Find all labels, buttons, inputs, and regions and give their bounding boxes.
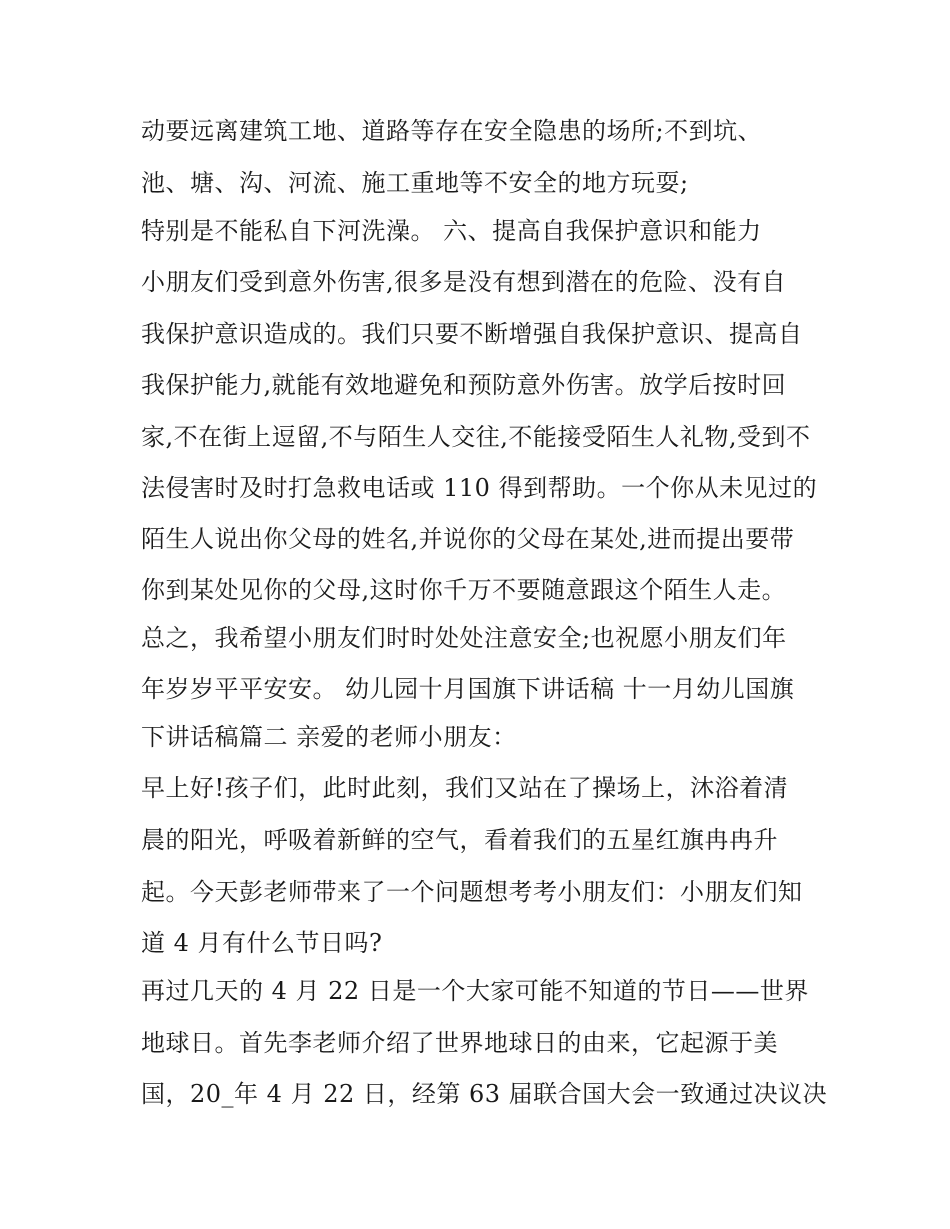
text-line: 总之，我希望小朋友们时时处处注意安全;也祝愿小朋友们年 <box>141 624 787 652</box>
text-line: 年岁岁平平安安。 幼儿园十月国旗下讲话稿 十一月幼儿国旗 <box>141 675 795 703</box>
text-line: 我保护意识造成的。我们只要不断增强自我保护意识、提高自 <box>141 320 803 348</box>
text-line: 起。今天彭老师带来了一个问题想考考小朋友们：小朋友们知 <box>141 878 803 906</box>
text-line: 晨的阳光，呼吸着新鲜的空气，看着我们的五星红旗冉冉升 <box>141 826 778 854</box>
text-line: 法侵害时及时打急救电话或 110 得到帮助。一个你从未见过的 <box>141 474 818 502</box>
text-line: 动要远离建筑工地、道路等存在安全隐患的场所;不到坑、 <box>141 117 763 145</box>
text-line: 再过几天的 4 月 22 日是一个大家可能不知道的节日——世界 <box>141 977 809 1005</box>
text-line: 你到某处见你的父母,这时你千万不要随意跟这个陌生人走。 <box>141 576 787 604</box>
text-line: 国，20_年 4 月 22 日，经第 63 届联合国大会一致通过决议决 <box>141 1080 828 1108</box>
text-line: 家,不在街上逗留,不与陌生人交往,不能接受陌生人礼物,受到不 <box>141 423 811 451</box>
text-line: 陌生人说出你父母的姓名,并说你的父母在某处,进而提出要带 <box>141 525 795 553</box>
text-line: 我保护能力,就能有效地避免和预防意外伤害。放学后按时回 <box>141 371 787 399</box>
text-line: 特别是不能私自下河洗澡。 六、提高自我保护意识和能力 <box>141 217 762 245</box>
text-line: 早上好!孩子们，此时此刻，我们又站在了操场上，沐浴着清 <box>141 774 789 802</box>
text-line: 道 4 月有什么节日吗? <box>141 929 383 957</box>
text-line: 小朋友们受到意外伤害,很多是没有想到潜在的危险、没有自 <box>141 268 787 296</box>
text-line: 下讲话稿篇二 亲爱的老师小朋友： <box>141 723 517 751</box>
text-line: 地球日。首先李老师介绍了世界地球日的由来，它起源于美 <box>141 1029 778 1057</box>
text-line: 池、塘、沟、河流、施工重地等不安全的地方玩耍; <box>141 169 689 197</box>
